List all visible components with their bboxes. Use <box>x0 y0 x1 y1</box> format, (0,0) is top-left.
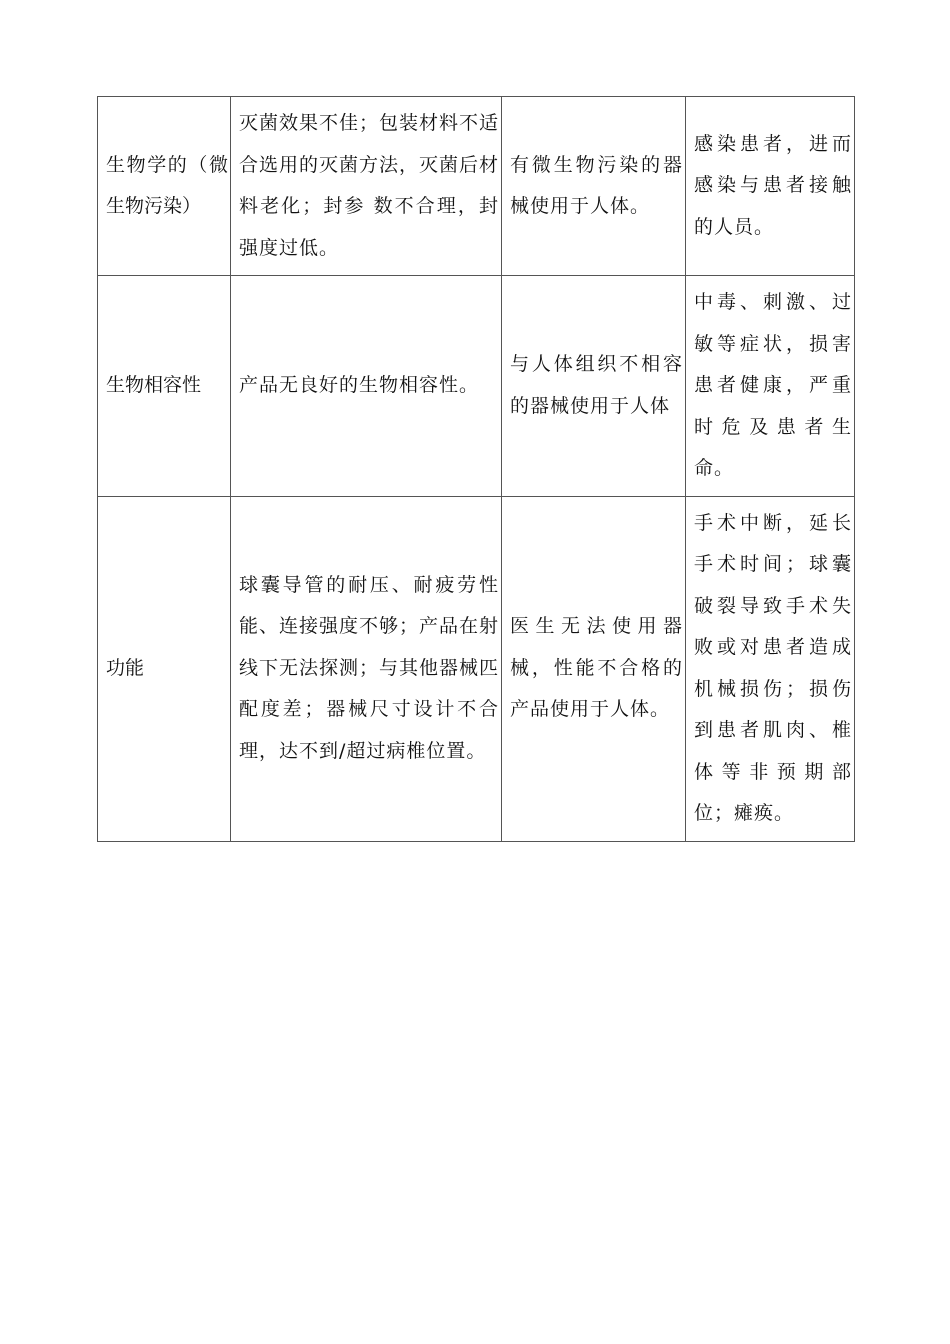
risk-analysis-table <box>97 96 855 842</box>
table-row <box>98 496 855 841</box>
situation-cell <box>502 97 686 276</box>
cause-text: 产品无良好的生物相容性。 <box>239 374 480 396</box>
harm-cell <box>686 496 855 841</box>
hazard-text: 生物学的（微生物污染） <box>106 153 228 217</box>
table-row <box>98 97 855 276</box>
harm-text: 手术中断，延长手术时间；球囊破裂导致手术失败或对患者造成机械损伤；损伤到患者肌肉、椎体等非预期部位；瘫痪。 <box>694 511 852 824</box>
harm-cell <box>686 97 855 276</box>
hazard-cell <box>98 276 231 497</box>
harm-text: 中毒、刺激、过敏等症状，损害患者健康，严重时危及患者生命。 <box>694 291 852 479</box>
situation-cell <box>502 276 686 497</box>
harm-cell <box>686 276 855 497</box>
cause-cell <box>231 496 502 841</box>
cause-cell <box>231 276 502 497</box>
situation-cell <box>502 496 686 841</box>
hazard-text: 生物相容性 <box>106 374 202 396</box>
hazard-cell <box>98 97 231 276</box>
cause-text: 灭菌效果不佳；包装材料不适合选用的灭菌方法，灭菌后材料老化；封参 数不合理，封强度过低。 <box>239 112 500 259</box>
cause-cell <box>231 97 502 276</box>
table-row <box>98 276 855 497</box>
cause-text: 球囊导管的耐压、耐疲劳性能、连接强度不够；产品在射线下无法探测；与其他器械匹配度差；器械尺寸设计不合理，达不到/超过病椎位置。 <box>239 573 500 762</box>
hazard-text: 功能 <box>106 656 145 679</box>
harm-text: 感染患者，进而感染与患者接触的人员。 <box>694 132 852 238</box>
situation-text: 有微生物污染的器械使用于人体。 <box>510 153 683 217</box>
situation-text: 与人体组织不相容的器械使用于人体 <box>510 353 683 417</box>
situation-text: 医生无法使用器械，性能不合格的产品使用于人体。 <box>510 615 683 721</box>
hazard-cell <box>98 496 231 841</box>
